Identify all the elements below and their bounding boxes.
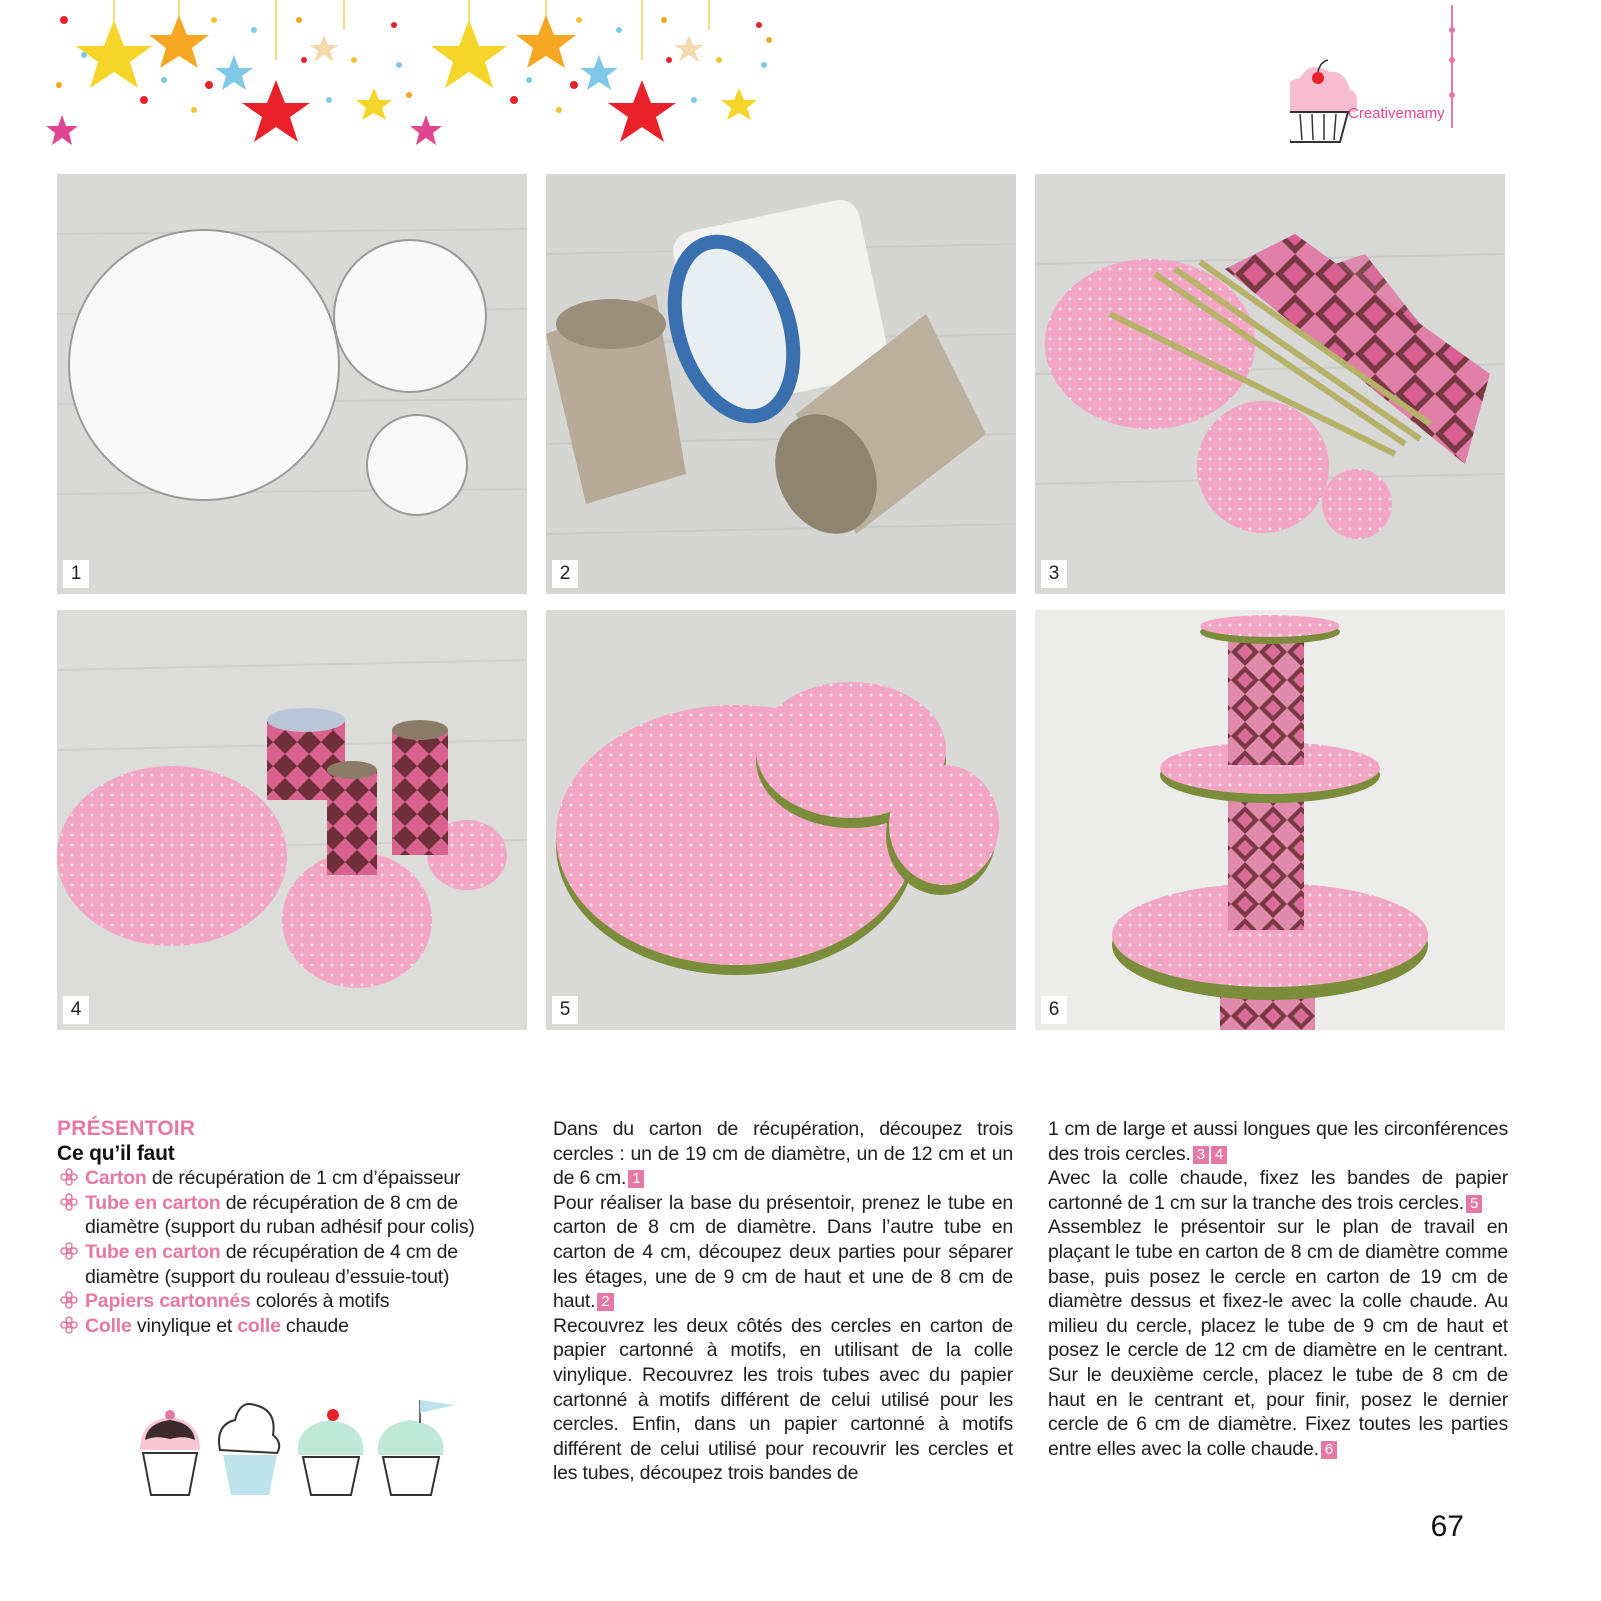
material-detail: vinylique et [131,1314,238,1337]
list-item [57,1240,517,1289]
material-detail: de récupération de 8 cm de diamètre (support du ruban adhésif pour colis) [85,1191,475,1239]
list-item [57,1166,517,1191]
cupcake-logo-icon [1290,0,1510,150]
material-name: Papiers cartonnés [85,1290,251,1313]
paragraph [553,1191,1013,1314]
paragraph-text: Dans du carton de récupération, découpez trois cercles : un de 19 cm de diamètre, un de 12 cm et un de 6 cm. [553,1118,1013,1190]
step-ref-badge: 1 [628,1170,644,1188]
step-ref-badge: 6 [1321,1441,1337,1459]
cupcake-icon [219,1404,279,1495]
step-ref-badge: 3 [1193,1146,1209,1164]
step-photo-1 [57,174,527,594]
list-item [57,1191,517,1240]
step-number: 5 [552,996,578,1024]
paragraph [553,1314,1013,1486]
cupcake-icon [140,1410,200,1495]
list-item [57,1314,517,1339]
step-photo-5 [546,610,1016,1030]
paragraph [1048,1215,1508,1461]
ribbon-circles-image [546,610,1016,1030]
step-ref-badge: 4 [1211,1146,1227,1164]
material-name: Colle [85,1314,132,1337]
step-number: 1 [63,560,89,588]
creativemamy-logo [1290,0,1510,150]
paragraph [1048,1117,1508,1166]
step-number: 6 [1041,996,1067,1024]
instructions-column-2 [553,1117,1013,1486]
finished-stand-image [1035,610,1505,1030]
step-number: 3 [1041,560,1067,588]
step-ref-badge: 2 [597,1293,613,1311]
flower-bullet-icon [59,1192,79,1212]
patterned-paper-image [1035,174,1505,594]
step-photo-2 [546,174,1016,594]
cardboard-circles-image [57,174,527,594]
paragraph-text: Pour réaliser la base du présentoir, prenez le tube en carton de 8 cm de diamètre. Dans l’autre tube en carton de 4 cm, découpez deux parties pour séparer les étages, une de 9 cm de haut et une de 8 cm de haut. [553,1191,1013,1313]
material-detail: de récupération de 4 cm de diamètre (support du rouleau d’essuie-tout) [85,1240,458,1288]
material-name: colle [237,1314,281,1337]
paragraph-text: Assemblez le présentoir sur le plan de travail en plaçant le tube en carton de 8 cm de diamètre comme base, puis posez le cercle en carton de 19 cm de diamètre dessus et fixez-le avec la colle chaude. Au milieu du cercle, placez le tube de 9 cm de haut et posez le cercle de 12 cm de diamètre en le centrant. Sur le deuxième cercle, placez le tube de 8 cm de haut en le centrant et, pour finir, posez le dernier cercle de 6 cm de diamètre. Fixez toutes les parties entre elles avec la colle chaude. [1048,1216,1508,1460]
flower-bullet-icon [59,1315,79,1335]
material-detail: de récupération de 1 cm d’épaisseur [146,1167,461,1190]
step-ref-badge: 5 [1466,1195,1482,1213]
covered-pieces-image [57,610,527,1030]
cupcake-icon [298,1409,364,1495]
paragraph-text: 1 cm de large et aussi longues que les circonférences des trois cercles. [1048,1118,1508,1165]
paragraph [1048,1166,1508,1215]
cupcake-icon [378,1400,455,1495]
logo-text: Creativemamy [1348,105,1445,122]
cardboard-tubes-image [546,174,1016,594]
step-number: 4 [63,996,89,1024]
section-title: PRÉSENTOIR [57,1117,196,1140]
material-detail: colorés à motifs [250,1290,390,1313]
step-photo-4 [57,610,527,1030]
flower-bullet-icon [59,1290,79,1310]
page-number: 67 [1430,1510,1464,1543]
section-subtitle: Ce qu’il faut [57,1141,175,1165]
paragraph [553,1117,1013,1191]
materials-column [57,1117,517,1338]
instructions-column-3 [1048,1117,1508,1461]
step-photo-3 [1035,174,1505,594]
material-detail: chaude [280,1314,349,1337]
material-name: Tube en carton [85,1191,221,1214]
step-number: 2 [552,560,578,588]
list-item [57,1289,517,1314]
flower-bullet-icon [59,1167,79,1187]
step-photo-6 [1035,610,1505,1030]
cupcakes-illustration [135,1395,480,1505]
flower-bullet-icon [59,1241,79,1261]
stars-banner-illustration [44,0,784,158]
material-name: Tube en carton [85,1240,221,1263]
paragraph-text: Recouvrez les deux côtés des cercles en carton de papier cartonné à motifs, en utilisant de la colle vinylique. Recouvrez les trois tubes avec du papier cartonné à motifs différent de celui utilisé pour les cercles. Enfin, dans un papier cartonné à motifs différent de celui utilisé pour recouvrir les cercles et les tubes, découpez trois bandes de [553,1314,1013,1485]
paragraph-text: Avec la colle chaude, fixez les bandes de papier cartonné de 1 cm sur la tranche des trois cercles. [1048,1167,1508,1214]
material-name: Carton [85,1167,147,1190]
